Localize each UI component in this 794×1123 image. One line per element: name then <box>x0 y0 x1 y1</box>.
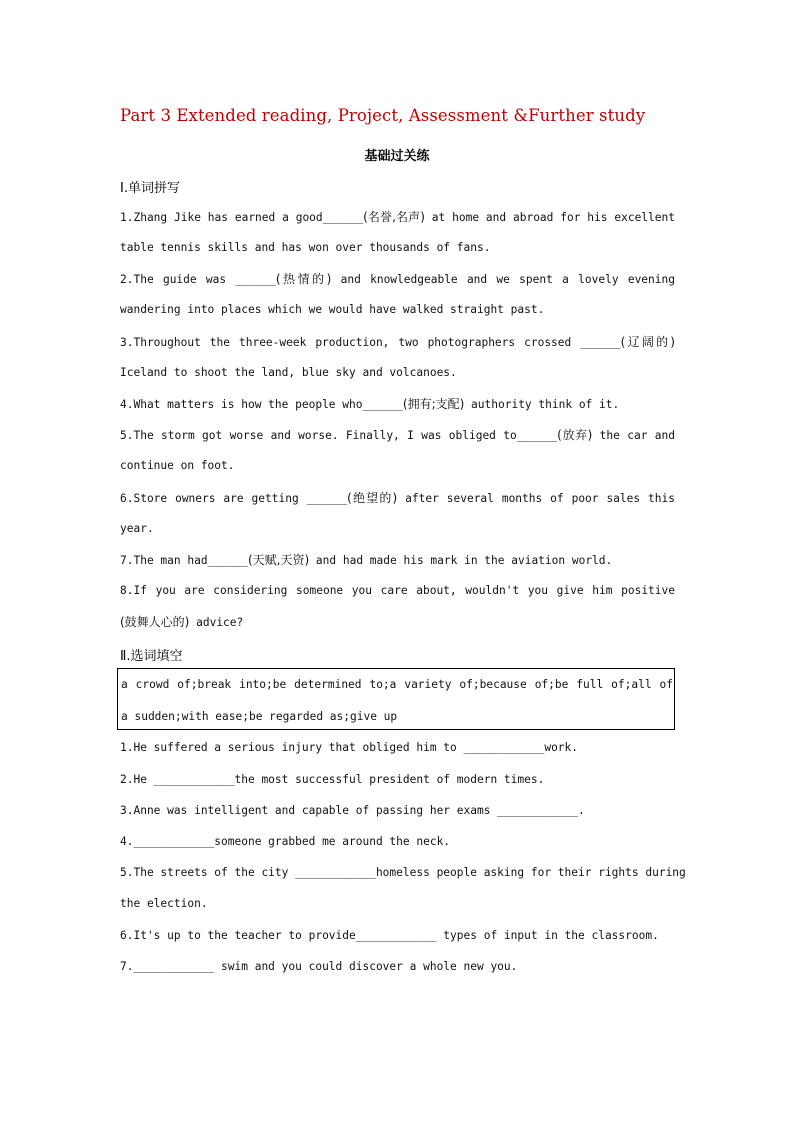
spelling-q2-line2: wandering into places which we would have walked straight past. <box>120 303 545 316</box>
spelling-q8-line2: (鼓舞人心的) advice? <box>120 615 244 629</box>
fill-q4-line1: 4.____________someone grabbed me around the neck. <box>120 835 451 848</box>
fill-q7-line1: 7.____________ swim and you could discover a whole new you. <box>120 960 518 973</box>
spelling-q3-line2: Iceland to shoot the land, blue sky and volcanoes. <box>120 366 457 379</box>
page-subtitle: 基础过关练 <box>364 149 430 164</box>
spelling-q5-line1: 5.The storm got worse and worse. Finally, I was obliged to______(放弃) the car and <box>120 428 675 442</box>
spelling-q6-line2: year. <box>120 522 154 535</box>
fill-q5-line1: 5.The streets of the city ____________homeless people asking for their rights during <box>120 866 686 879</box>
spelling-q1-line2: table tennis skills and has won over thousands of fans. <box>120 241 491 254</box>
fill-q1-line1: 1.He suffered a serious injury that obliged him to ____________work. <box>120 741 579 754</box>
fill-q2-line1: 2.He ____________the most successful president of modern times. <box>120 773 545 786</box>
spelling-q7-line1: 7.The man had______(天赋,天资) and had made his mark in the aviation world. <box>120 553 613 567</box>
spelling-q1-line1: 1.Zhang Jike has earned a good______(名誉,名声) at home and abroad for his excellent <box>120 210 675 224</box>
spelling-q2-line1: 2.The guide was ______(热情的) and knowledgeable and we spent a lovely evening <box>120 272 675 286</box>
page-title: Part 3 Extended reading, Project, Assessment &Further study <box>120 106 646 125</box>
spelling-q4-line1: 4.What matters is how the people who______(拥有;支配) authority think of it. <box>120 397 620 411</box>
spelling-q5-line2: continue on foot. <box>120 459 235 472</box>
fill-q3-line1: 3.Anne was intelligent and capable of passing her exams ____________. <box>120 804 585 817</box>
fill-q5-line2: the election. <box>120 897 208 910</box>
fill-q6-line1: 6.It's up to the teacher to provide____________ types of input in the classroom. <box>120 929 659 942</box>
word-bank-line2: a sudden;with ease;be regarded as;give up <box>121 710 398 723</box>
section-heading-fill-in: Ⅱ.选词填空 <box>120 649 183 664</box>
spelling-q6-line1: 6.Store owners are getting ______(绝望的) after several months of poor sales this <box>120 491 676 505</box>
spelling-q8-line1: 8.If you are considering someone you care about, wouldn't you give him positive <box>120 584 675 597</box>
word-bank-box <box>117 668 675 730</box>
section-heading-spelling: Ⅰ.单词拼写 <box>120 181 180 196</box>
spelling-q3-line1: 3.Throughout the three-week production, two photographers crossed ______(辽阔的) <box>120 335 675 349</box>
word-bank-line1: a crowd of;break into;be determined to;a variety of;because of;be full of;all of <box>121 678 673 691</box>
